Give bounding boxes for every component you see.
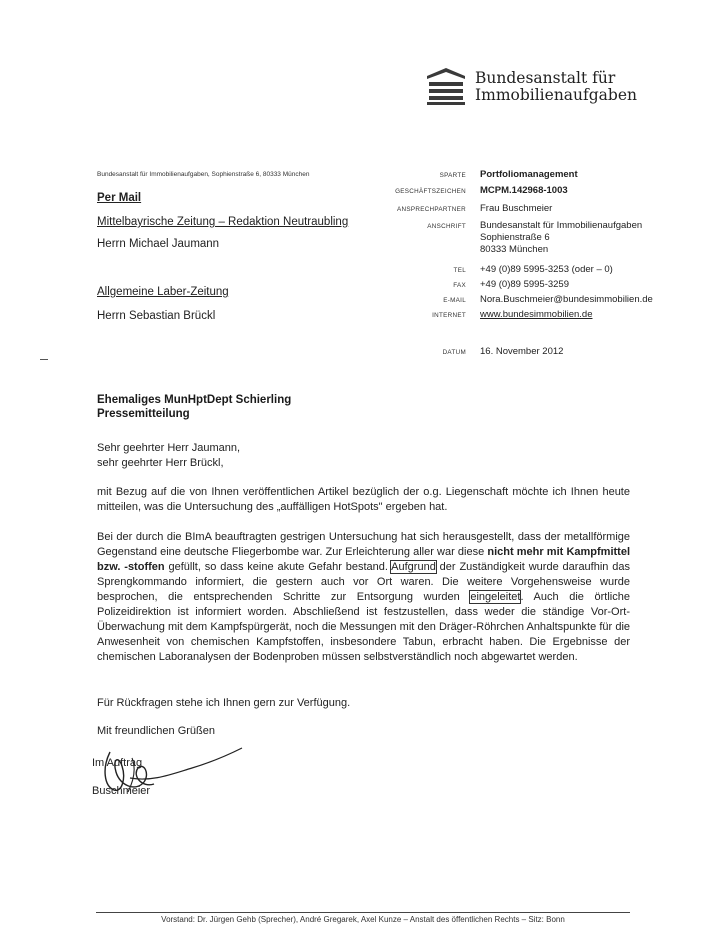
- geschaeftszeichen-label: GESCHÄFTSZEICHEN: [395, 188, 466, 195]
- anschrift-label: ANSCHRIFT: [427, 223, 466, 230]
- email-label: E-MAIL: [443, 297, 466, 304]
- tel-label: TEL: [453, 267, 466, 274]
- recipient-name-2: Herrn Sebastian Brückl: [97, 310, 216, 322]
- p2-boxed-aufgrund: Aufgrund: [391, 561, 436, 573]
- p2-part-e: der Zuständigkeit wurde daraufhin das Sprengkommando informiert, die gestern auch vor Ort waren. Die weitere Vorgehensweise wurde besprochen, die entsprechenden Schritte zur Entsorgung wurden: [97, 561, 631, 603]
- geschaeftszeichen-value: MCPM.142968-1003: [480, 185, 568, 196]
- logo-line-2: Immobilienaufgaben: [475, 86, 638, 104]
- agency-logo-text: [475, 70, 637, 104]
- subject-line-2: Pressemitteilung: [97, 408, 190, 420]
- p2-bold-phrase: nicht mehr mit Kampfmittel bzw. -stoffen: [97, 546, 631, 573]
- sparte-label: SPARTE: [439, 172, 466, 179]
- signatory-name: Buschmeier: [92, 785, 151, 797]
- ansprechpartner-label: ANSPRECHPARTNER: [397, 206, 466, 213]
- body-paragraph-2: [97, 530, 630, 665]
- datum-value: 16. November 2012: [480, 346, 564, 357]
- delivery-method: Per Mail: [97, 192, 142, 204]
- recipient-org-2: Allgemeine Laber-Zeitung: [97, 286, 229, 298]
- anschrift-line-2: Sophienstraße 6: [480, 232, 550, 243]
- fax-value: +49 (0)89 5995-3259: [480, 279, 570, 290]
- footer-text: Vorstand: Dr. Jürgen Gehb (Sprecher), André Gregarek, Axel Kunze – Anstalt des öffentlichen Rechts – Sitz: Bonn: [161, 915, 565, 924]
- salutation-line-2: sehr geehrter Herr Brückl,: [97, 457, 224, 469]
- fax-label: FAX: [453, 282, 466, 289]
- anschrift-line-3: 80333 München: [480, 244, 549, 255]
- im-auftrag: Im Auftrag: [92, 757, 143, 769]
- datum-label: DATUM: [442, 349, 466, 356]
- closing-greeting: Mit freundlichen Grüßen: [97, 725, 215, 737]
- body-paragraph-3: Für Rückfragen stehe ich Ihnen gern zur Verfügung.: [97, 697, 351, 709]
- p2-part-g: . Auch die örtliche Polizeidirektion ist informiert worden. Abschließend ist festzustellen, dass weder die ständige Vor-Ort-Überwachung mit dem Kampfspürgerät, noch die Messungen mit den Dräger-Röhrchen Anhaltspunkte für die Anwesenheit von chemischen Kampfstoffen, insbesondere Tabun, erbracht haben. Die Ergebnisse der chemischen Laboranalysen der Bodenproben müssen selbstverständlich noch abgewartet werden.: [97, 591, 630, 663]
- logo-line-1: Bundesanstalt für: [475, 69, 616, 87]
- federal-agency-stripes-icon: [425, 66, 467, 106]
- internet-link: www.bundesimmobilien.de: [480, 309, 593, 320]
- sender-address-line: Bundesanstalt für Immobilienaufgaben, Sophienstraße 6, 80333 München: [97, 171, 310, 178]
- tel-value: +49 (0)89 5995-3253 (oder – 0): [480, 264, 613, 275]
- subject-block: [97, 393, 291, 421]
- email-value: Nora.Buschmeier@bundesimmobilien.de: [480, 294, 653, 305]
- internet-label: INTERNET: [432, 312, 466, 319]
- salutation-line-1: Sehr geehrter Herr Jaumann,: [97, 442, 241, 454]
- recipient-org-1: Mittelbayrische Zeitung – Redaktion Neutraubling: [97, 216, 349, 228]
- footer-divider: [96, 912, 630, 913]
- fold-mark: [40, 359, 48, 360]
- anschrift-line-1: Bundesanstalt für Immobilienaufgaben: [480, 220, 643, 231]
- p2-boxed-eingeleitet: eingeleitet: [470, 591, 521, 603]
- ansprechpartner-value: Frau Buschmeier: [480, 203, 553, 214]
- salutation: [97, 441, 630, 471]
- recipient-name-1: Herrn Michael Jaumann: [97, 238, 220, 250]
- body-paragraph-1: mit Bezug auf die von Ihnen veröffentlichen Artikel bezüglich der o.g. Liegenschaft möchte ich Ihnen heute mitteilen, was die Untersuchung des „auffälligen HotSpots" ergeben hat.: [97, 486, 630, 513]
- sparte-value: Portfoliomanagement: [480, 169, 578, 180]
- subject-line-1: Ehemaliges MunHptDept Schierling: [97, 394, 292, 406]
- p2-part-a: Bei der durch die BImA beauftragten gestrigen Untersuchung hat sich herausgestellt, dass der metallförmige Gegenstand eine deutsche Fliegerbombe war. Zur Erleichterung aller war diese: [97, 531, 630, 558]
- p2-part-c: gefüllt, so dass keine akute Gefahr bestand.: [164, 561, 392, 573]
- internet-value: [480, 309, 592, 320]
